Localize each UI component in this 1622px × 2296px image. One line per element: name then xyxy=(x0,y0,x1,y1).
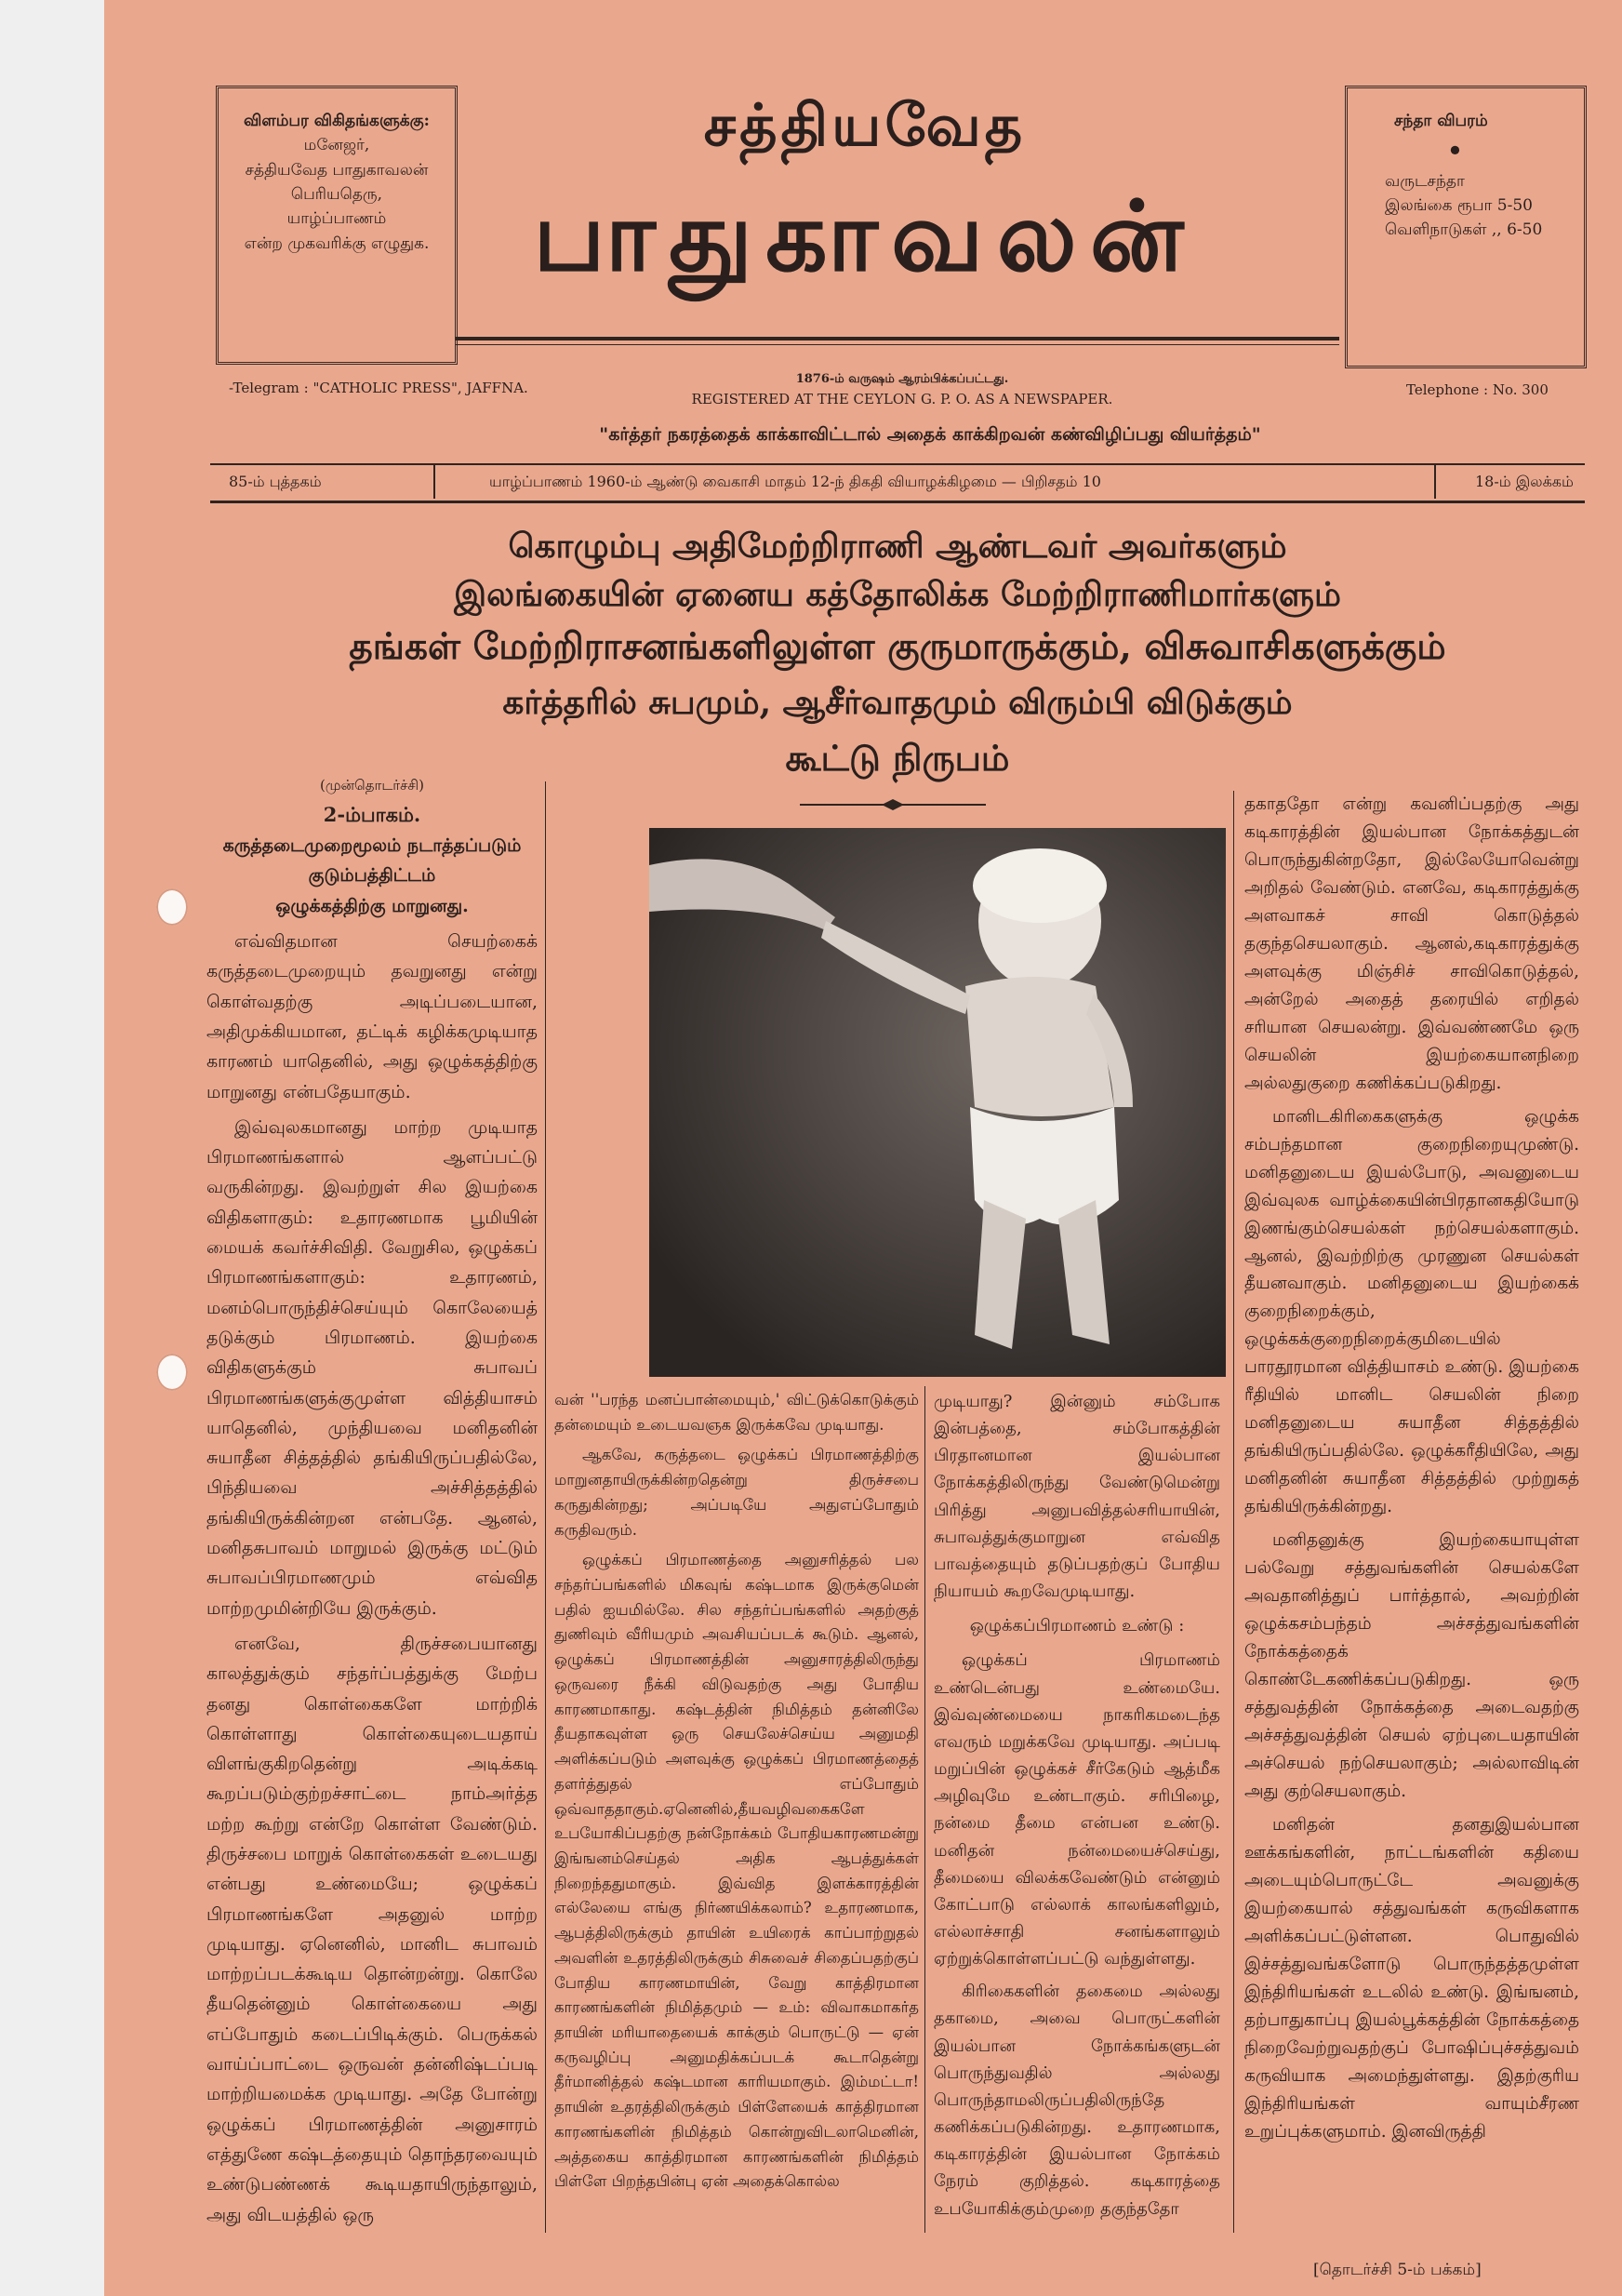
section-subheading: கருத்தடைமுறைமூலம் நடாத்தப்படும் xyxy=(222,835,522,857)
headline-line4: கர்த்தரில் சுபமும், ஆசீர்வாதமும் விரும்பி விடுக்கும் xyxy=(502,683,1293,722)
paragraph: எனவே, திருச்சபையானது காலத்துக்கும் சந்தர்ப்பத்துக்கு மேற்ப தனது கொள்கைகளே மாற்றிக் கொள்ளாது கொள்கையுடையதாய் விளங்குகிறதென்று அடிக்கடி கூறப்படும்குற்றச்சாட்டை நாம்அர்த்த மற்ற கூற்று என்றே கொள்ள வேண்டும். திருச்சபை மாறுக் கொள்கைகள் உடையது என்பது உண்மையே; ஒழுக்கப் பிரமாணங்களே அதனுல் மாற்ற முடியாது. ஏனெனில், மானிட சுபாவம் மாற்றப்படக்கூடிய தொன்றன்று. கொலே தீயதென்னும் கொள்கையை அது எப்போதும் கடைப்பிடிக்கும். பெருக்கல் வாய்ப்பாட்டை ஒருவன் தன்னிஷ்டப்படி மாற்றியமைக்க முடியாது. அதே போன்று ஒழுக்கப் பிரமாணத்தின் அனுசாரம் எத்துணே கஷ்டத்தையும் தொந்தரவையும் உண்டுபண்ணக் கூடியதாயிருந்தாலும், அது விடயத்தில் ஒரு xyxy=(206,1633,538,2225)
issue-bar-divider xyxy=(1434,465,1436,499)
baby-photo-image xyxy=(649,828,1226,1377)
bullet-icon: • xyxy=(1446,133,1464,169)
paragraph: கிரிகைகளின் தகைமை அல்லது தகாமை, அவை பொருட்களின் இயல்பான நோக்கங்களுடன் பொருந்துவதில் அல்லது பொருந்தாமலிருப்பதிலிருந்தே கணிக்கப்படுகின்றது. உதாரணமாக, கடிகாரத்தின் இயல்பான நோக்கம் நேரம் குறித்தல். கடிகாரத்தை உபயோகிக்கும்முறை தகுந்ததோ xyxy=(934,1982,1220,2219)
subscription-annual: வருடசந்தா xyxy=(1385,171,1465,191)
section-subheading: ஒழுக்கத்திற்கு மாறுனது. xyxy=(275,895,469,916)
telephone-info: Telephone : No. 300 xyxy=(1406,381,1549,398)
issue-date: யாழ்ப்பாணம் 1960-ம் ஆண்டு வைகாசி மாதம் 12-ந் திகதி வியாழக்கிழமை — பிறிசதம் 10 xyxy=(489,473,1101,490)
paragraph: மனிதனுக்கு இயற்கையாயுள்ள பல்வேறு சத்துவங்களின் செயல்களே அவதானித்துப் பார்த்தால், அவற்றின் ஒழுக்கசம்பந்தம் அச்சத்துவங்களின் நோக்கத்தைக் கொண்டேகணிக்கப்படுகிறது. ஒரு சத்துவத்தின் நோக்கத்தை அடைவதற்கு அச்சத்துவத்தின் செயல் ஏற்புடையதாயின் அச்செயல் நற்செயலாகும்; அல்லாவிடின் அது குற்செயலாகும். xyxy=(1244,1530,1579,1801)
column-rule xyxy=(545,781,546,2233)
column-1 xyxy=(206,774,538,2236)
section-subheading: ஒழுக்கப்பிரமாணம் உண்டு : xyxy=(969,1616,1185,1636)
punch-hole-icon xyxy=(156,1354,188,1391)
baby-photo xyxy=(649,828,1226,1377)
issue-bar xyxy=(210,465,1585,499)
issue-bar-divider xyxy=(433,465,435,499)
headline-line1: கொழும்பு அதிமேற்றிராணி ஆண்டவர் அவர்களும் xyxy=(508,527,1287,566)
paragraph: மனிதன் தனதுஇயல்பான ஊக்கங்களின், நாட்டங்களின் கதியை அடையும்பொருட்டே அவனுக்கு இயற்கையால் சத்துவங்கள் கருவிகளாக அளிக்கப்பட்டுள்ளன. பொதுவில் இச்சத்துவங்களோடு பொருந்தத்தமுள்ள இந்திரியங்கள் உடலில் உண்டு. இங்ஙனம், தற்பாதுகாப்பு இயல்பூக்கத்தின் நோக்கத்தை நிறைவேற்றுவதற்குப் போஷிப்புச்சத்துவம் கருவியாக அமைந்துள்ளது. இதற்குரிய இந்திரியங்கள் வாயும்சீரண உறுப்புக்களுமாம். இனவிருத்தி xyxy=(1244,1814,1579,2142)
column-3 xyxy=(934,1388,1220,2228)
subscription-box xyxy=(1345,86,1587,368)
continued-note: (முன்தொடர்ச்சி) xyxy=(319,777,425,794)
paragraph: ஆகவே, கருத்தடை ஒழுக்கப் பிரமாணத்திற்கு மாறுனதாயிருக்கின்றதென்று திருச்சபை கருதுகின்றது; அப்படியே அதுஎப்போதும் கருதிவரும். xyxy=(554,1446,919,1539)
paragraph: எவ்விதமான செயற்கைக் கருத்தடைமுறையும் தவறுனது என்று கொள்வதற்கு அடிப்படையான, அதிமுக்கியமான, தட்டிக் கழிக்கமுடியாத காரணம் யாதெனில், அது ஒழுக்கத்திற்கு மாறுனது என்பதேயாகும். xyxy=(206,931,538,1102)
ad-box-line: மனேஜர், xyxy=(303,136,370,155)
subscription-title: சந்தா விபரம் xyxy=(1394,112,1488,130)
paragraph: வன் ''பரந்த மனப்பான்மையும்,' விட்டுக்கொடுக்கும் தன்மையும் உடையவஞக இருக்கவே முடியாது. xyxy=(554,1391,919,1434)
headline-line3: தங்கள் மேற்றிராசனங்களிலுள்ள குருமாருக்கும், விசுவாசிகளுக்கும் xyxy=(349,625,1446,668)
column-rule xyxy=(1233,791,1234,2233)
ad-box-line: விளம்பர விகிதங்களுக்கு: xyxy=(244,112,430,130)
advertisement-box xyxy=(216,86,458,365)
subscription-lanka: இலங்கை ரூபா 5-50 xyxy=(1385,196,1533,216)
headline-line2: இலங்கையின் ஏனைய கத்தோலிக்க மேற்றிராணிமார்களும் xyxy=(454,575,1341,614)
paragraph: ஒழுக்கப் பிரமாணம் உண்டென்பது உண்மையே. இவ்வுண்மையை நாகரிகமடைந்த எவரும் மறுக்கவே முடியாது. அப்படி மறுப்பின் ஒழுக்கச் சீர்கேடும் ஆத்மீக அழிவுமே உண்டாகும். சரிபிழை, நன்மை தீமை என்பன உண்டு. மனிதன் நன்மையைச்செய்து, தீமையை விலக்கவேண்டும் என்னும் கோட்பாடு எல்லாக் காலங்களிலும், எல்லாச்சாதி சனங்களாலும் ஏற்றுக்கொள்ளப்பட்டு வந்துள்ளது. xyxy=(934,1650,1220,1969)
column-4 xyxy=(1244,791,1579,2152)
issue-bar-rule xyxy=(210,501,1585,503)
scan-margin xyxy=(0,0,104,2296)
continued-on-page-note: [தொடர்ச்சி 5-ம் பக்கம்] xyxy=(1313,2261,1482,2279)
part-heading: 2-ம்பாகம். xyxy=(323,802,421,826)
issue-number: 18-ம் இலக்கம் xyxy=(1475,473,1574,490)
column-2 xyxy=(554,1388,919,2200)
masthead-line1: சத்தியவேத xyxy=(703,91,1027,159)
registered-info: REGISTERED AT THE CEYLON G. P. O. AS A NEWSPAPER. xyxy=(691,391,1113,407)
section-subheading: குடும்பத்திட்டம் xyxy=(308,865,436,887)
headline-line5: கூட்டு நிருபம் xyxy=(785,737,1010,779)
paragraph: ஒழுக்கப் பிரமாணத்தை அனுசரித்தல் பல சந்தர்ப்பங்களில் மிகவுங் கஷ்டமாக இருக்குமென் பதில் ஐயமில்லே. சில சந்தர்ப்பங்களில் அதற்குத் துணிவும் வீரியமும் அவசியப்படக் கூடும். ஆனல், ஒழுக்கப் பிரமாணத்தின் அனுசாரத்திலிருந்து ஒருவரை நீக்கி விடுவதற்கு அது போதிய காரணமாகாது. கஷ்டத்தின் நிமித்தம் தன்னிலே தீயதாகவுள்ள ஒரு செயலேச்செய்ய அனுமதி அளிக்கப்படும் அளவுக்கு ஒழுக்கப் பிரமாணத்தைத் தளர்த்துதல் எப்போதும் ஒவ்வாததாகும்.ஏனெனில்,தீயவழிவகைகளே உபயோகிப்பதற்கு நன்நோக்கம் போதியகாரணமன்று இங்ஙனம்செய்தல் அதிக ஆபத்துக்கள் நிறைந்ததுமாகும். இவ்வித இளக்காரத்தின் எல்லேயை எங்கு நிர்ணயிக்கலாம்? உதாரணமாக, ஆபத்திலிருக்கும் தாயின் உயிரைக் காப்பாற்றுதல் அவளின் உதரத்திலிருக்கும் சிசுவைச் சிதைப்பதற்குப் போதிய காரணமாயின், வேறு காத்திரமான காரணங்களின் நிமித்தமும் — உம்: விவாகமாகர்த தாயின் மரியாதையைக் காக்கும் பொருட்டு — ஏன் கருவழிப்பு அனுமதிக்கப்படக் கூடாதென்று தீர்மானித்தல் கஷ்டமான காரியமாகும். இம்மட்டா! தாயின் உதரத்திலிருக்கும் பிள்ளேயைக் காத்திரமான காரணங்களின் நிமித்தம் கொன்றுவிடலாமெனின், அத்தகைய காத்திரமான காரணங்களின் நிமித்தம் பிள்ளே பிறந்தபின்பு ஏன் அதைக்கொல்ல xyxy=(554,1551,919,2191)
column-rule xyxy=(924,1386,925,2233)
ad-box-line: சத்தியவேத பாதுகாவலன் xyxy=(245,160,429,180)
masthead-title: பாதுகாவலன் xyxy=(533,179,1197,293)
masthead-rule xyxy=(456,344,1339,345)
ad-box-line: பெரியதெரு, xyxy=(290,185,383,205)
punch-hole-icon xyxy=(156,888,188,926)
founded-info: 1876-ம் வருஷம் ஆரம்பிக்கப்பட்டது. xyxy=(795,372,1009,386)
ad-box-line: என்ற முகவரிக்கு எழுதுக. xyxy=(244,234,430,253)
telegram-info: -Telegram : "CATHOLIC PRESS", JAFFNA. xyxy=(229,380,528,396)
volume-number: 85-ம் புத்தகம் xyxy=(229,473,322,490)
motto: "கர்த்தர் நகரத்தைக் காக்காவிட்டால் அதைக் காக்கிறவன் கண்விழிப்பது வியர்த்தம்" xyxy=(599,424,1261,445)
paragraph: முடியாது? இன்னும் சம்போக இன்பத்தை, சம்போகத்தின் பிரதானமான இயல்பான நோக்கத்திலிருந்து வேண்டுமென்று பிரித்து அனுபவித்தல்சரியாயின், சுபாவத்துக்குமாறுன எவ்வித பாவத்தையும் தடுப்பதற்குப் போதிய நியாயம் கூறவேமுடியாது. xyxy=(934,1392,1220,1602)
ornament-rule-icon xyxy=(800,798,986,811)
paragraph: தகாததோ என்று கவனிப்பதற்கு அது கடிகாரத்தின் இயல்பான நோக்கத்துடன் பொருந்துகின்றதோ, இல்லேயோவென்று அறிதல் வேண்டும். எனவே, கடிகாரத்துக்கு அளவாகச் சாவி கொடுத்தல் தகுந்தசெயலாகும். ஆனல்,கடிகாரத்துக்கு அளவுக்கு மிஞ்சிச் சாவிகொடுத்தல், அன்றேல் அதைத் தரையில் எறிதல் சரியான செயலன்று. இவ்வண்ணமே ஒரு செயலின் இயற்கையானநிறை அல்லதுகுறை கணிக்கப்படுகிறது. xyxy=(1244,794,1579,1093)
paragraph: இவ்வுலகமானது மாற்ற முடியாத பிரமாணங்களால் ஆளப்பட்டு வருகின்றது. இவற்றுள் சில இயற்கை விதிகளாகும்: உதாரணமாக பூமியின் மையக் கவர்ச்சிவிதி. வேறுசில, ஒழுக்கப் பிரமாணங்களாகும்: உதாரணம், மனம்பொருந்திச்செய்யும் கொலேயைத் தடுக்கும் பிரமாணம். இயற்கை விதிகளுக்கும் சுபாவப் பிரமாணங்களுக்குமுள்ள வித்தியாசம் யாதெனில், முந்தியவை மனிதனின் சுயாதீன சித்தத்தில் தங்கியிருப்பதில்லே, பிந்தியவை அச்சித்தத்தில் தங்கியிருக்கின்றன என்பதே. ஆனல், மனிதசுபாவம் மாறுமல் இருக்கு மட்டும் சுபாவப்பிரமாணமும் எவ்வித மாற்றமுமின்றியே இருக்கும். xyxy=(206,1116,538,1619)
subscription-foreign: வெளிநாடுகள் ,, 6-50 xyxy=(1385,220,1543,240)
masthead-rule xyxy=(456,337,1339,340)
paragraph: மானிடகிரிகைகளுக்கு ஒழுக்க சம்பந்தமான குறைநிறையுமுண்டு. மனிதனுடைய இயல்போடு, அவனுடைய இவ்வுலக வாழ்க்கையின்பிரதானகதியோடு இணங்கும்செயல்கள் நற்செயல்களாகும். ஆனல், இவற்றிற்கு முரணுன செயல்கள் தீயனவாகும். மனிதனுடைய இயற்கைக் குறைநிறைக்கும், ஒழுக்கக்குறைநிறைக்குமிடையில் பாரதூரமான வித்தியாசம் உண்டு. இயற்கை ரீதியில் மானிட செயலின் நிறை மனிதனுடைய சுயாதீன சித்தத்தில் தங்கியிருப்பதில்லே. ஒழுக்கரீதியிலே, அது மனிதனின் சுயாதீன சித்தத்தில் முற்றுகத் தங்கியிருக்கின்றது. xyxy=(1244,1106,1579,1517)
ad-box-line: யாழ்ப்பாணம் xyxy=(286,209,387,229)
